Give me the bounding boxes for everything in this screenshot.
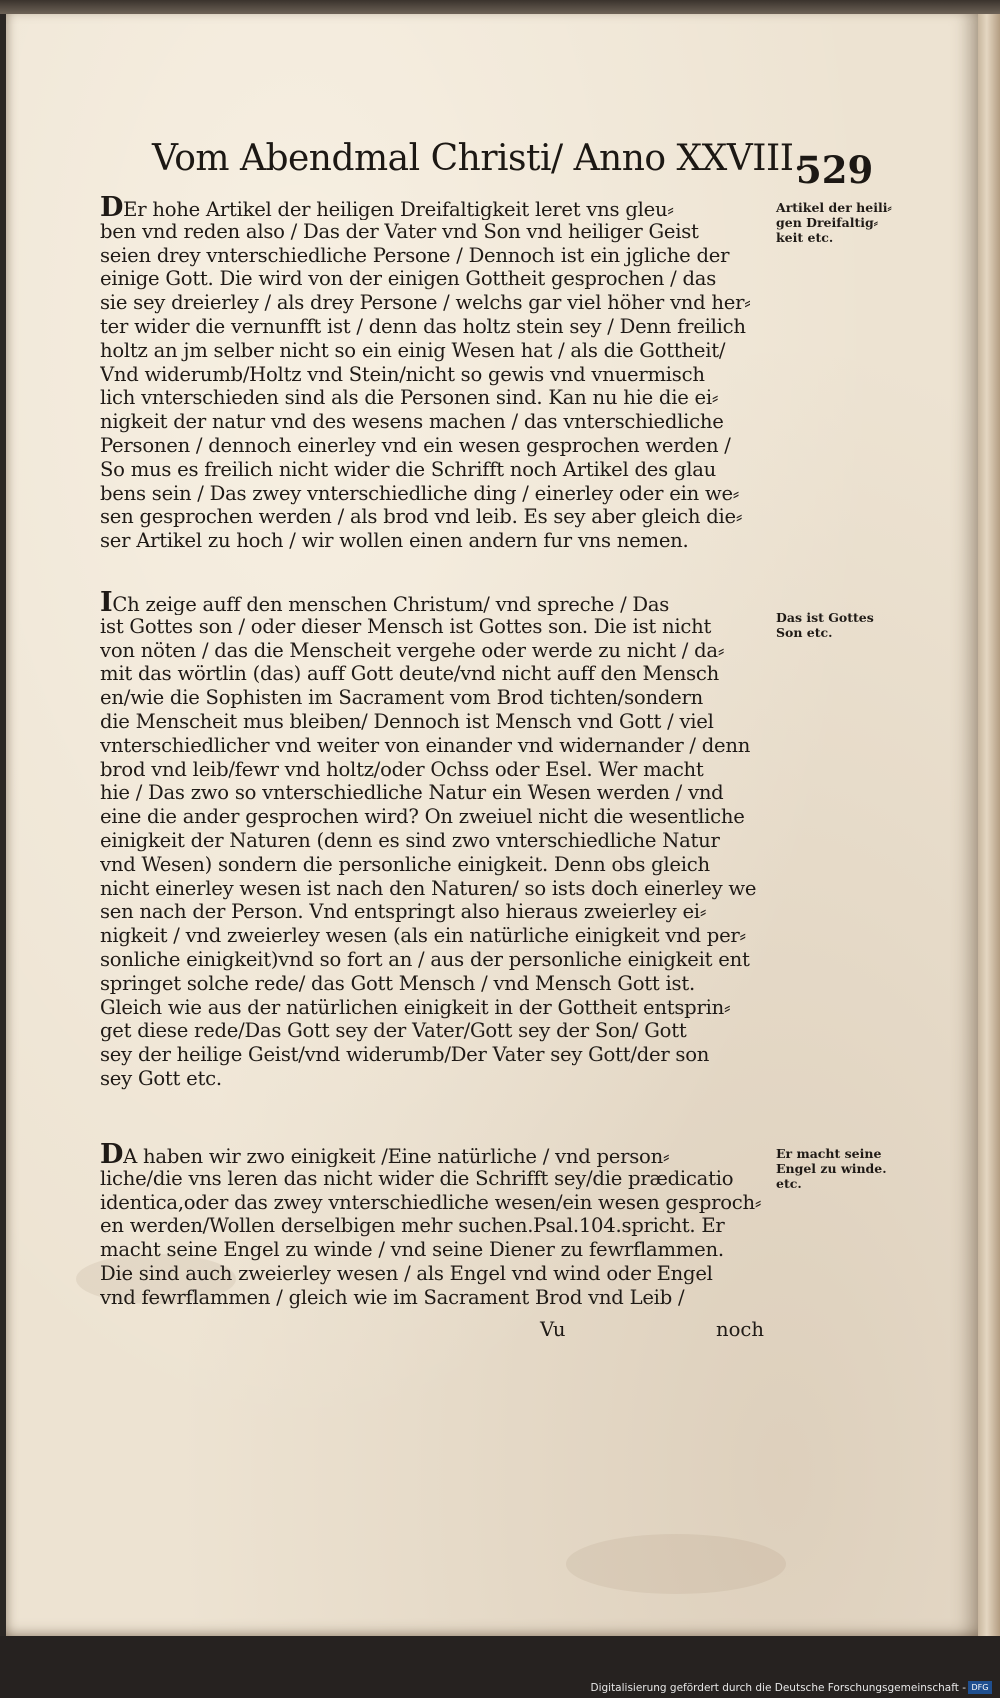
text-line: Vnd widerumb/Holtz vnd Stein/nicht so gewis vnd vnuermisch: [100, 362, 705, 386]
text-line: sey Gott etc.: [100, 1066, 222, 1090]
text-line: holtz an jm selber nicht so ein einig Wesen hat / als die Gottheit/: [100, 338, 726, 362]
text-line: nicht einerley wesen ist nach den Naturen/ so ists doch einerley we: [100, 876, 757, 900]
margin-note-line: Artikel der heili⸗: [776, 200, 892, 215]
catchword: noch: [716, 1318, 765, 1341]
text-line: get diese rede/Das Gott sey der Vater/Gott sey der Son/ Gott: [100, 1019, 687, 1043]
text-line: einigkeit der Naturen (denn es sind zwo vnterschiedliche Natur: [100, 828, 720, 852]
text-line: eine die ander gesprochen wird? On zweiuel nicht die wesentliche: [100, 805, 745, 829]
text-line: bens sein / Das zwey vnterschiedliche ding / einerley oder ein we⸗: [100, 481, 740, 505]
text-line: sen gesprochen werden / als brod vnd leib. Es sey aber gleich die⸗: [100, 505, 743, 529]
margin-note-2: [776, 610, 906, 640]
paragraph-initial: I: [100, 591, 113, 615]
text-line: DEr hohe Artikel der heiligen Dreifaltigkeit leret vns gleu⸗: [100, 196, 768, 220]
text-line: sen nach der Person. Vnd entspringt also hieraus zweierley ei⸗: [100, 900, 707, 924]
page-edge: [978, 14, 1000, 1636]
text-line: sonliche einigkeit)vnd so fort an / aus der personliche einigkeit ent: [100, 947, 750, 971]
text-line: macht seine Engel zu winde / vnd seine Diener zu fewrflammen.: [100, 1238, 724, 1262]
paper-stain: [566, 1534, 786, 1594]
text-line: die Menscheit mus bleiben/ Dennoch ist Mensch vnd Gott / viel: [100, 709, 714, 733]
margin-note-3: [776, 1146, 906, 1191]
margin-note-line: etc.: [776, 1176, 802, 1191]
text-line: ist Gottes son / oder dieser Mensch ist Gottes son. Die ist nicht: [100, 614, 712, 638]
text-line: hie / Das zwo so vnterschiedliche Natur ein Wesen werden / vnd: [100, 781, 724, 805]
margin-note-line: Das ist Gottes: [776, 610, 874, 625]
margin-note-line: Er macht seine: [776, 1146, 882, 1161]
text-line: ser Artikel zu hoch / wir wollen einen andern fur vns nemen.: [100, 529, 689, 553]
signature-mark: Vu: [540, 1318, 566, 1341]
text-line: Personen / dennoch einerley vnd ein wesen gesprochen werden /: [100, 433, 731, 457]
text-line: Die sind auch zweierley wesen / als Engel vnd wind oder Engel: [100, 1261, 713, 1285]
running-head: Vom Abendmal Christi/ Anno XXVIII.: [152, 138, 805, 179]
text-line: DA haben wir zwo einigkeit /Eine natürliche / vnd person⸗: [100, 1143, 768, 1167]
text-line: brod vnd leib/fewr vnd holtz/oder Ochss oder Esel. Wer macht: [100, 757, 704, 781]
digitization-credit: Digitalisierung gefördert durch die Deutsche Forschungsgemeinschaft -: [590, 1682, 966, 1694]
text-line: identica,oder das zwey vnterschiedliche wesen/ein wesen gesproch⸗: [100, 1190, 762, 1214]
text-line: liche/die vns leren das nicht wider die Schrifft sey/die prædicatio: [100, 1166, 734, 1190]
text-line: seien drey vnterschiedliche Persone / Dennoch ist ein jgliche der: [100, 243, 730, 267]
scan-top-edge: [0, 0, 1000, 14]
text-line: vnterschiedlicher vnd weiter von einander vnd widernander / denn: [100, 733, 751, 757]
text-line: vnd Wesen) sondern die personliche einigkeit. Denn obs gleich: [100, 852, 710, 876]
text-line: sey der heilige Geist/vnd widerumb/Der Vater sey Gott/der son: [100, 1043, 710, 1067]
text-line: en werden/Wollen derselbigen mehr suchen.Psal.104.spricht. Er: [100, 1214, 725, 1238]
text-line: en/wie die Sophisten im Sacrament vom Brod tichten/sondern: [100, 686, 703, 710]
paragraph-3: [100, 1143, 768, 1310]
paragraph-1: [100, 196, 768, 553]
text-line: lich vnterschieden sind als die Personen sind. Kan nu hie die ei⸗: [100, 386, 719, 410]
text-line: Gleich wie aus der natürlichen einigkeit in der Gottheit entsprin⸗: [100, 995, 731, 1019]
text-line: nigkeit der natur vnd des wesens machen / das vnterschiedliche: [100, 410, 724, 434]
dfg-logo: DFG: [968, 1681, 992, 1694]
text-line: einige Gott. Die wird von der einigen Gottheit gesprochen / das: [100, 267, 716, 291]
margin-note-line: Engel zu winde.: [776, 1161, 887, 1176]
text-line: mit das wörtlin (das) auff Gott deute/vnd nicht auff den Mensch: [100, 662, 719, 686]
text-line: von nöten / das die Menscheit vergehe oder werde zu nicht / da⸗: [100, 638, 725, 662]
text-line: ben vnd reden also / Das der Vater vnd Son vnd heiliger Geist: [100, 219, 699, 243]
page-number: 529: [796, 148, 874, 192]
text-line: nigkeit / vnd zweierley wesen (als ein natürliche einigkeit vnd per⸗: [100, 924, 746, 948]
margin-note-1: [776, 200, 906, 245]
paragraph-2: [100, 591, 768, 1091]
text-line: So mus es freilich nicht wider die Schrifft noch Artikel des glau: [100, 457, 717, 481]
text-line: sie sey dreierley / als drey Persone / welchs gar viel höher vnd her⸗: [100, 291, 751, 315]
margin-note-line: Son etc.: [776, 625, 833, 640]
margin-note-line: keit etc.: [776, 230, 834, 245]
text-line: springet solche rede/ das Gott Mensch / vnd Mensch Gott ist.: [100, 971, 695, 995]
paragraph-initial: D: [100, 1143, 124, 1167]
text-line: ter wider die vernunfft ist / denn das holtz stein sey / Denn freilich: [100, 314, 746, 338]
margin-note-line: gen Dreifaltig⸗: [776, 215, 878, 230]
text-line: vnd fewrflammen / gleich wie im Sacrament Brod vnd Leib /: [100, 1285, 685, 1309]
text-line: ICh zeige auff den menschen Christum/ vnd spreche / Das: [100, 591, 768, 615]
paragraph-initial: D: [100, 196, 124, 220]
